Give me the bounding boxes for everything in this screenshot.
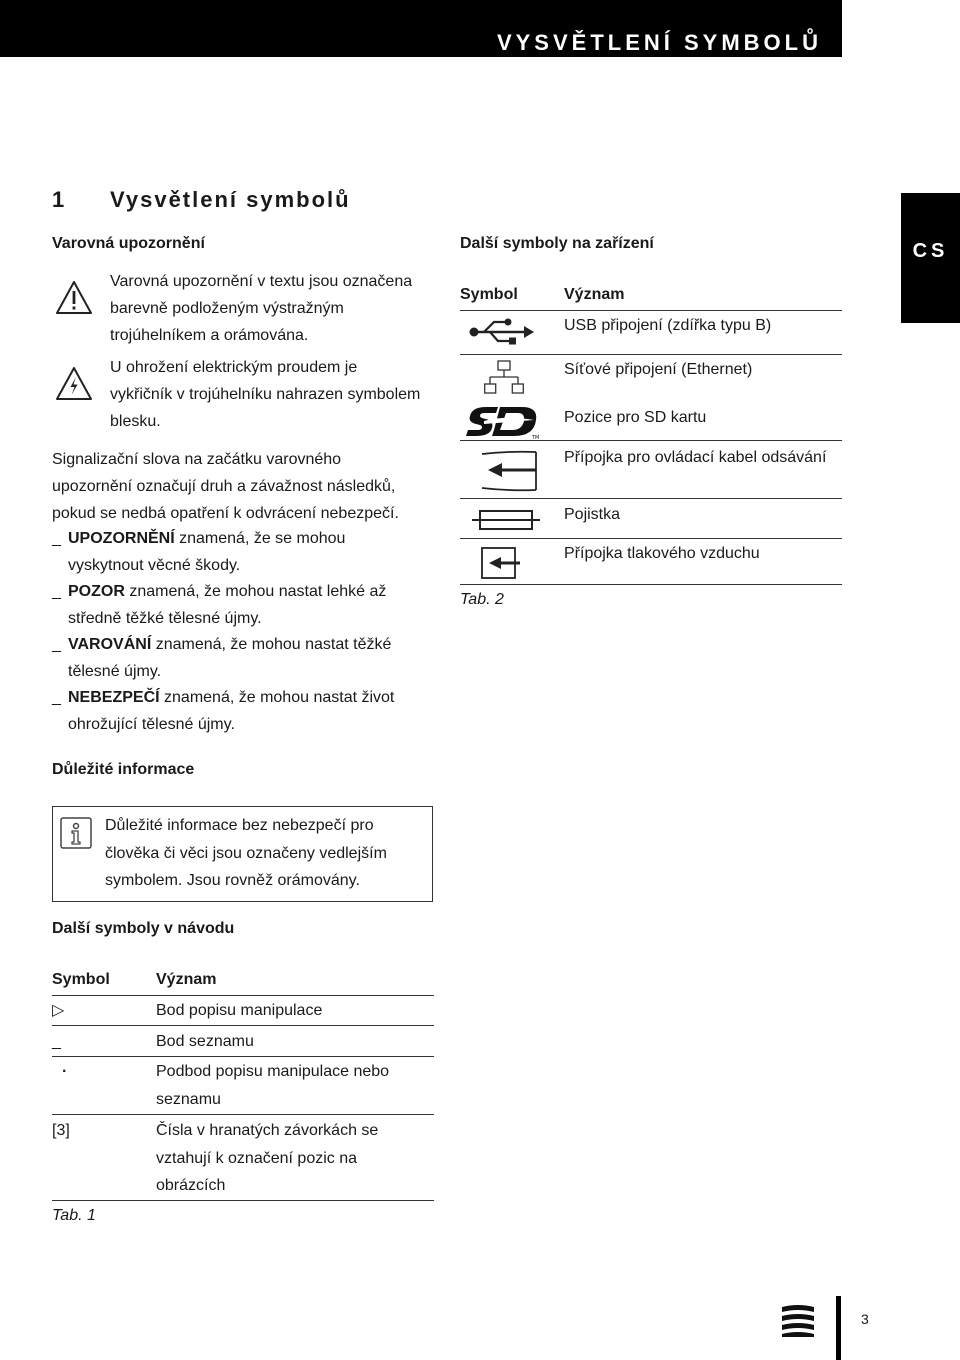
table-cell-symbol: [3] xyxy=(52,1122,70,1139)
signal-word-item-nebezpeci: _ NEBEZPEČÍ znamená, že mohou nastat život ohrožující tělesné újmy. xyxy=(52,689,395,733)
warnings-heading: Varovná upozornění xyxy=(52,235,205,252)
signal-word-item-varovani: _ VAROVÁNÍ znamená, že mohou nastat těžké tělesné újmy. xyxy=(52,636,392,680)
manual-symbols-col-meaning: Význam xyxy=(156,971,217,988)
table-divider xyxy=(52,1056,434,1057)
page-number: 3 xyxy=(861,1311,869,1327)
language-tab-label: CS xyxy=(912,240,949,262)
table-cell-meaning: Síťové připojení (Ethernet) xyxy=(564,361,753,378)
table-divider xyxy=(52,1200,434,1201)
table-divider xyxy=(460,354,842,355)
header-title: VYSVĚTLENÍ SYMBOLŮ xyxy=(496,30,822,55)
svg-text:TM: TM xyxy=(532,435,540,440)
footer-divider xyxy=(836,1296,841,1360)
table-cell-meaning: Pojistka xyxy=(564,506,621,523)
sd-card-logo-icon xyxy=(464,404,544,440)
usb-icon xyxy=(468,317,536,347)
brand-logo-icon xyxy=(780,1303,816,1337)
table-divider xyxy=(460,584,842,585)
table-cell-meaning: Bod seznamu xyxy=(156,1033,254,1050)
device-symbols-col-symbol: Symbol xyxy=(460,286,518,303)
table-cell-meaning: Pozice pro SD kartu xyxy=(564,409,707,426)
language-tab xyxy=(901,193,960,323)
info-icon xyxy=(60,817,92,849)
device-symbols-col-meaning: Význam xyxy=(564,286,625,303)
warning-text-1: Varovná upozornění v textu jsou označena barevně podloženým výstražným trojúhelníkem a orámována. xyxy=(110,273,413,344)
table-divider xyxy=(460,440,842,441)
table-divider xyxy=(460,310,842,311)
table-cell-symbol: ▷ xyxy=(52,1002,65,1019)
device-symbols-heading: Další symboly na zařízení xyxy=(460,235,654,252)
section-number: 1 xyxy=(52,187,65,212)
table-divider xyxy=(52,1025,434,1026)
table-cell-meaning: Čísla v hranatých závorkách se vztahují k označení pozic na obrázcích xyxy=(156,1122,379,1194)
table-cell-meaning: Podbod popisu manipulace nebo seznamu xyxy=(156,1063,390,1108)
table-cell-meaning: Bod popisu manipulace xyxy=(156,1002,323,1019)
table-cell-symbol: _ xyxy=(52,1033,61,1050)
table-caption: Tab. 2 xyxy=(460,591,504,608)
signal-words-intro: Signalizační slova na začátku varovného upozornění označují druh a závažnost následků, pokud se nedbá opatření k odvrácení nebezpečí. xyxy=(52,451,399,522)
signal-word-item-upozorneni: _ UPOZORNĚNÍ znamená, že se mohou vyskytnout věcné škody. xyxy=(52,530,346,574)
manual-symbols-heading: Další symboly v návodu xyxy=(52,920,235,937)
table-divider xyxy=(52,1114,434,1115)
signal-word-item-pozor: _ POZOR znamená, že mohou nastat lehké až středně těžké tělesné újmy. xyxy=(52,583,387,627)
table-cell-meaning: Přípojka tlakového vzduchu xyxy=(564,545,760,562)
header-bar xyxy=(0,0,842,57)
important-info-text: Důležité informace bez nebezpečí pro člověka či věci jsou označeny vedlejším symbolem. Jsou rovněž orámovány. xyxy=(105,817,387,889)
warning-triangle-icon xyxy=(55,280,93,316)
warning-text-2: U ohrožení elektrickým proudem je vykřičník v trojúhelníku nahrazen symbolem blesku. xyxy=(110,359,421,430)
ethernet-network-icon xyxy=(484,360,524,396)
table-cell-meaning: USB připojení (zdířka typu B) xyxy=(564,317,772,334)
important-info-heading: Důležité informace xyxy=(52,761,195,778)
section-title: Vysvětlení symbolů xyxy=(110,187,351,212)
table-divider xyxy=(460,538,842,539)
table-cell-meaning: Přípojka pro ovládací kabel odsávání xyxy=(564,449,827,466)
table-cell-symbol: · xyxy=(62,1063,68,1080)
table-divider xyxy=(460,498,842,499)
fuse-icon xyxy=(472,508,540,532)
table-divider xyxy=(52,995,434,996)
electric-hazard-triangle-icon xyxy=(55,366,93,402)
control-cable-connector-icon xyxy=(478,448,540,494)
compressed-air-connector-icon xyxy=(480,546,520,580)
table-caption: Tab. 1 xyxy=(52,1207,96,1224)
manual-symbols-col-symbol: Symbol xyxy=(52,971,110,988)
